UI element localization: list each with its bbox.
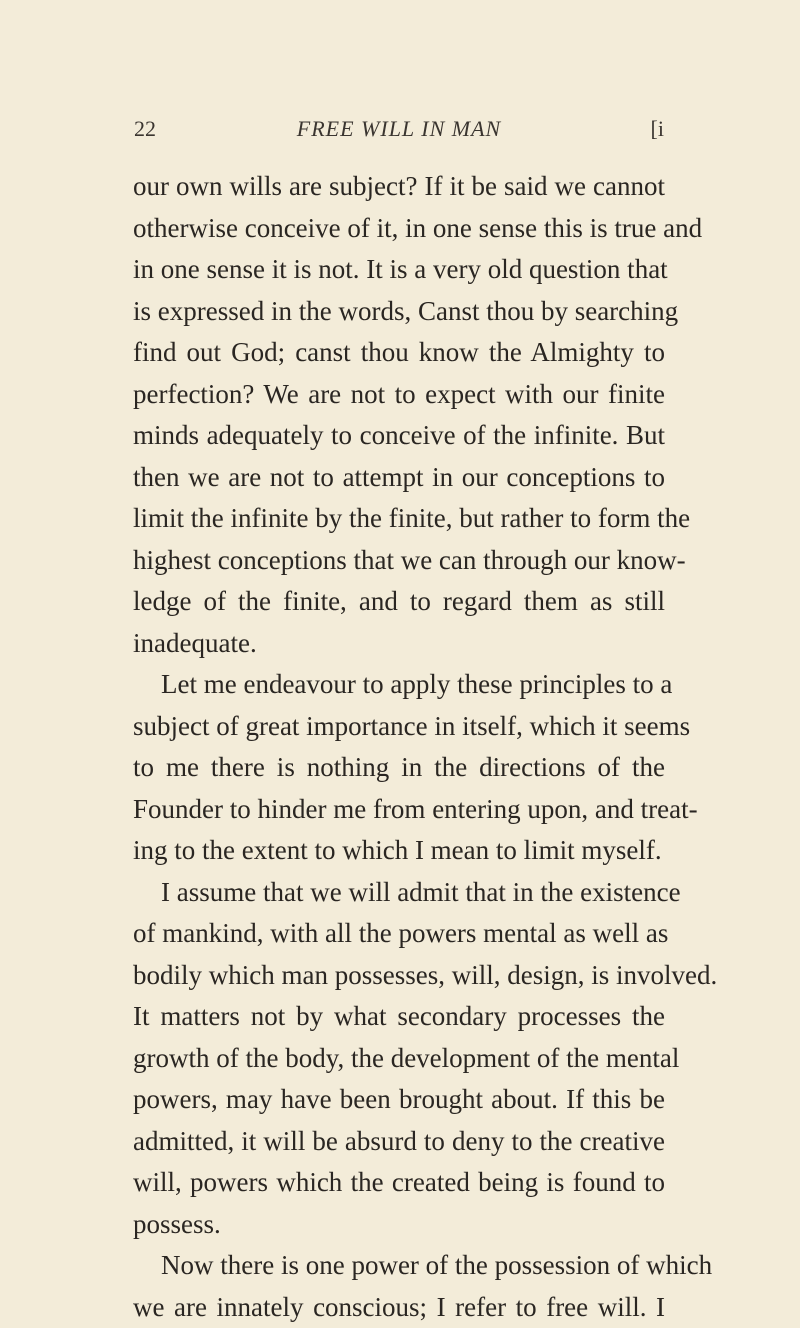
text-line: Let me endeavour to apply these principles to a [133,664,665,706]
text-line: admitted, it will be absurd to deny to the creative [133,1121,665,1163]
text-line: growth of the body, the development of the mental [133,1038,665,1080]
text-line: in one sense it is not. It is a very old question that [133,249,665,291]
running-title: FREE WILL IN MAN [134,116,664,142]
text-line: subject of great importance in itself, which it seems [133,706,665,748]
text-line: will, powers which the created being is found to [133,1162,665,1204]
text-line: powers, may have been brought about. If this be [133,1079,665,1121]
text-line: ing to the extent to which I mean to limit myself. [133,830,665,872]
text-line: Now there is one power of the possession of which [133,1245,665,1287]
page-header [134,116,664,152]
body-text [133,166,665,1328]
text-line: inadequate. [133,623,665,665]
text-line: we are innately conscious; I refer to free will. I [133,1287,665,1328]
text-line: highest conceptions that we can through our know- [133,540,665,582]
text-line: ledge of the finite, and to regard them as still [133,581,665,623]
text-line: otherwise conceive of it, in one sense this is true and [133,208,665,250]
text-line: then we are not to attempt in our conceptions to [133,457,665,499]
text-line: to me there is nothing in the directions of the [133,747,665,789]
text-line: possess. [133,1204,665,1246]
text-line: It matters not by what secondary processes the [133,996,665,1038]
text-line: is expressed in the words, Canst thou by searching [133,291,665,333]
text-line: find out God; canst thou know the Almighty to [133,332,665,374]
section-marker: [i [651,116,664,142]
text-line: perfection? We are not to expect with our finite [133,374,665,416]
text-line: I assume that we will admit that in the existence [133,872,665,914]
text-line: Founder to hinder me from entering upon, and treat- [133,789,665,831]
text-line: limit the infinite by the finite, but rather to form the [133,498,665,540]
text-line: our own wills are subject? If it be said we cannot [133,166,665,208]
page-number: 22 [134,116,156,142]
text-line: bodily which man possesses, will, design, is involved. [133,955,665,997]
text-line: minds adequately to conceive of the infinite. But [133,415,665,457]
text-line: of mankind, with all the powers mental as well as [133,913,665,955]
